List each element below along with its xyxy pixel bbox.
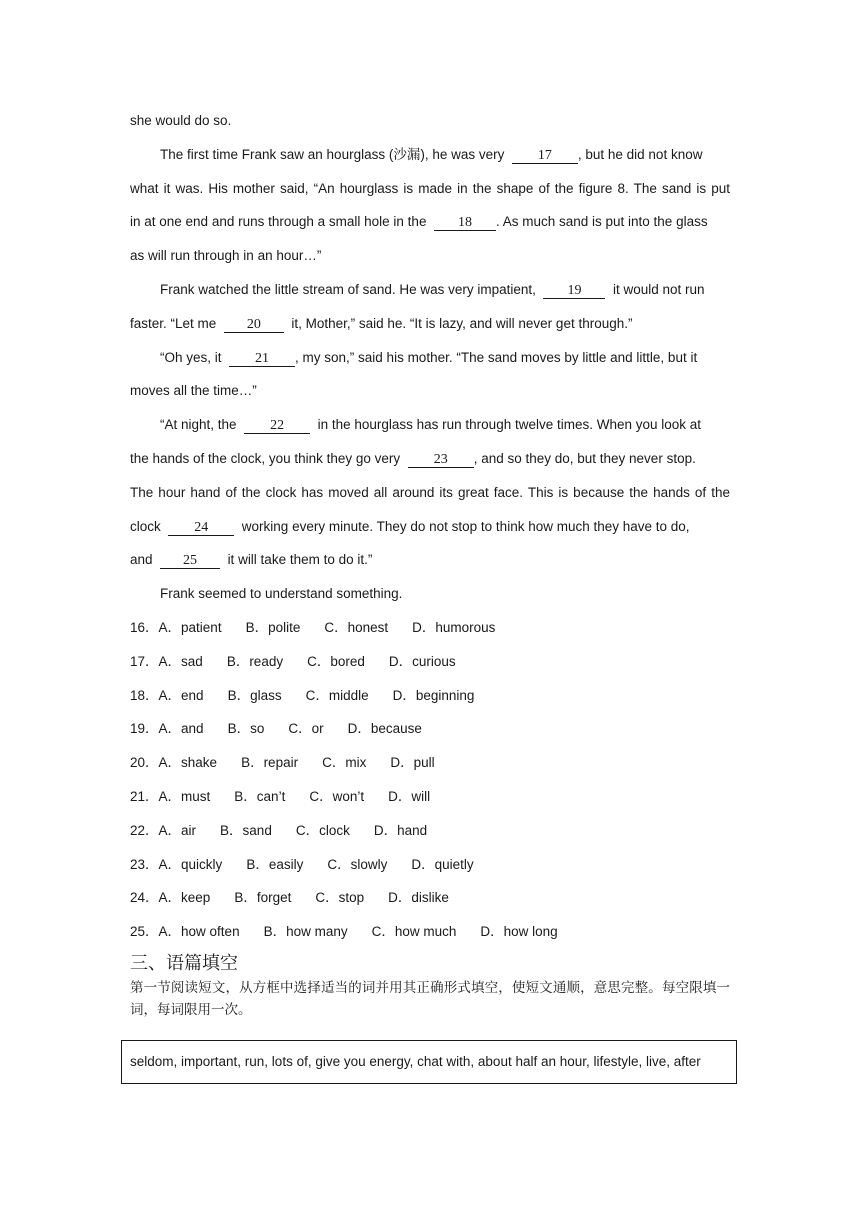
option-row-25: 25．A．how often B．how many C．how much D．how long xyxy=(130,915,730,949)
option-row-23: 23．A．quickly B．easily C．slowly D．quietly xyxy=(130,848,730,882)
option-b: B．ready xyxy=(226,653,284,669)
passage-line: moves all the time…” xyxy=(130,383,257,399)
option-row-20: 20．A．shake B．repair C．mix D．pull xyxy=(130,746,730,780)
option-row-18: 18．A．end B．glass C．middle D．beginning xyxy=(130,679,730,713)
option-a: A．must xyxy=(158,788,211,804)
option-b: B．forget xyxy=(234,890,292,906)
blank-22: 22 xyxy=(244,419,310,434)
option-d: D．because xyxy=(347,721,422,737)
option-c: C．slowly xyxy=(327,856,388,872)
document-page xyxy=(130,104,730,1021)
option-row-17: 17．A．sad B．ready C．bored D．curious xyxy=(130,645,730,679)
option-d: D．curious xyxy=(388,653,456,669)
option-a: A．quickly xyxy=(158,856,223,872)
blank-17: 17 xyxy=(512,149,578,164)
option-c: C．how much xyxy=(371,924,457,940)
option-d: D．quietly xyxy=(411,856,474,872)
passage-line: in at one end and runs through a small hole in the 18 . As much sand is put into the glass xyxy=(130,214,708,231)
option-c: C．honest xyxy=(324,619,389,635)
option-d: D．how long xyxy=(480,924,558,940)
passage-line: “Oh yes, it 21 , my son,” said his mother. “The sand moves by little and little, but it xyxy=(160,349,698,366)
option-d: D．will xyxy=(388,788,431,804)
option-row-16: 16．A．patient B．polite C．honest D．humorous xyxy=(130,611,730,645)
blank-18: 18 xyxy=(434,216,496,231)
option-c: C．mix xyxy=(322,755,367,771)
option-b: B．can’t xyxy=(234,788,286,804)
option-b: B．sand xyxy=(220,822,272,838)
passage-line: as will run through in an hour…” xyxy=(130,248,322,264)
option-d: D．dislike xyxy=(388,890,449,906)
options-list xyxy=(130,611,730,949)
passage-line: the hands of the clock, you think they go very 23 , and so they do, but they never stop. xyxy=(130,450,696,467)
option-d: D．hand xyxy=(373,822,428,838)
passage-line: faster. “Let me 20 it, Mother,” said he. “It is lazy, and will never get through.” xyxy=(130,315,633,332)
option-b: B．how many xyxy=(263,924,348,940)
option-a: A．and xyxy=(158,721,204,737)
blank-19: 19 xyxy=(543,284,605,299)
option-c: C．bored xyxy=(307,653,365,669)
option-c: C．middle xyxy=(305,687,369,703)
passage-line: and 25 it will take them to do it.” xyxy=(130,552,373,569)
blank-24: 24 xyxy=(168,521,234,536)
passage-line: what it was. His mother said, “An hourglass is made in the shape of the figure 8. The sand is put xyxy=(130,180,730,196)
option-d: D．pull xyxy=(390,755,435,771)
option-b: B．polite xyxy=(245,619,301,635)
option-row-19: 19．A．and B．so C．or D．because xyxy=(130,712,730,746)
option-row-24: 24．A．keep B．forget C．stop D．dislike xyxy=(130,881,730,915)
option-a: A．shake xyxy=(158,755,218,771)
passage-line: clock 24 working every minute. They do not stop to think how much they have to do, xyxy=(130,518,690,535)
option-a: A．keep xyxy=(158,890,211,906)
option-b: B．so xyxy=(227,721,265,737)
option-a: A．how often xyxy=(158,924,240,940)
option-b: B．easily xyxy=(246,856,304,872)
blank-25: 25 xyxy=(160,554,220,569)
option-c: C．clock xyxy=(295,822,350,838)
option-c: C．won’t xyxy=(309,788,365,804)
option-a: A．air xyxy=(158,822,197,838)
option-row-22: 22．A．air B．sand C．clock D．hand xyxy=(130,814,730,848)
option-b: B．glass xyxy=(227,687,282,703)
word-box: seldom, important, run, lots of, give you energy, chat with, about half an hour, lifestyle, live, after xyxy=(121,1040,737,1084)
passage-line: Frank seemed to understand something. xyxy=(160,586,403,602)
passage-line: The hour hand of the clock has moved all around its great face. This is because the hands of the xyxy=(130,484,730,500)
passage-line: Frank watched the little stream of sand. He was very impatient, 19 it would not run xyxy=(160,281,705,298)
option-b: B．repair xyxy=(241,755,299,771)
passage-line: The first time Frank saw an hourglass (沙漏), he was very 17 , but he did not know xyxy=(160,146,703,163)
option-row-21: 21．A．must B．can’t C．won’t D．will xyxy=(130,780,730,814)
passage-line: she would do so. xyxy=(130,113,232,128)
blank-21: 21 xyxy=(229,352,295,367)
option-d: D．beginning xyxy=(392,687,475,703)
section-title: 三、语篇填空 xyxy=(130,952,238,974)
section-instruction: 第一节阅读短文，从方框中选择适当的词并用其正确形式填空，使短文通顺，意思完整。每空限填一词，每词限用一次。 xyxy=(130,979,730,1018)
option-a: A．sad xyxy=(158,653,203,669)
option-c: C．or xyxy=(288,721,324,737)
option-c: C．stop xyxy=(315,890,365,906)
passage-line: “At night, the 22 in the hourglass has run through twelve times. When you look at xyxy=(160,417,702,434)
blank-20: 20 xyxy=(224,318,284,333)
option-a: A．patient xyxy=(158,619,222,635)
option-a: A．end xyxy=(158,687,204,703)
option-d: D．humorous xyxy=(412,619,496,635)
blank-23: 23 xyxy=(408,453,474,468)
